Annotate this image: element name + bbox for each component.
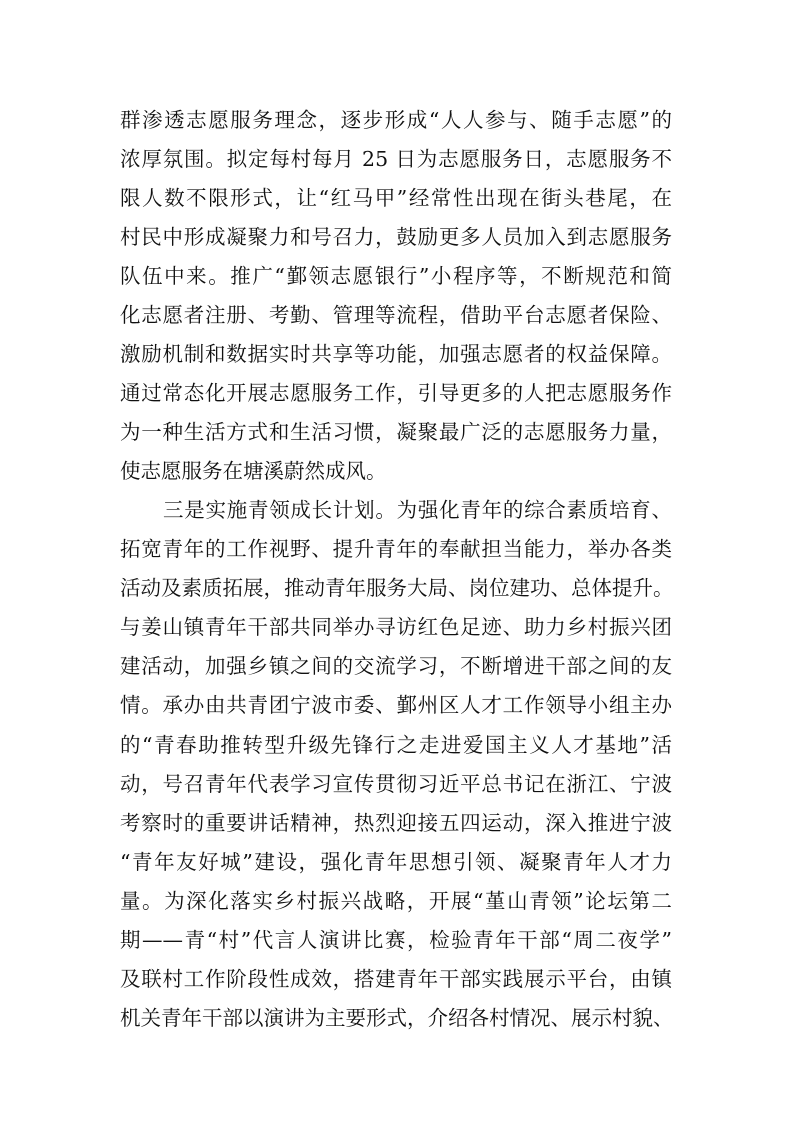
text-line: 拓宽青年的工作视野、提升青年的奉献担当能力，举办各类: [120, 537, 672, 562]
text-line: 使志愿服务在塘溪蔚然成风。: [120, 459, 387, 484]
text-line: 与姜山镇青年干部共同举办寻访红色足迹、助力乡村振兴团: [120, 615, 672, 640]
text-line: 限人数不限形式，让“红马甲”经常性出现在街头巷尾，在: [120, 186, 672, 211]
text-line: 活动及素质拓展，推动青年服务大局、岗位建功、总体提升。: [120, 576, 674, 601]
text-line: 量。为深化落实乡村振兴战略，开展“堇山青领”论坛第二: [120, 888, 672, 913]
text-line: 动，号召青年代表学习宣传贯彻习近平总书记在浙江、宁波: [120, 771, 672, 796]
paragraph-youth-growth-plan: [120, 491, 672, 1037]
paragraph-heading: 三是实施青领成长计划。: [163, 498, 397, 523]
text-line: 考察时的重要讲话精神，热烈迎接五四运动，深入推进宁波: [120, 810, 672, 835]
text-line: 化志愿者注册、考勤、管理等流程，借助平台志愿者保险、: [120, 303, 672, 328]
text-line: 浓厚氛围。拟定每村每月 25 日为志愿服务日，志愿服务不: [120, 147, 672, 172]
document-page: [120, 101, 672, 1038]
text-line: 期——青“村”代言人演讲比赛，检验青年干部“周二夜学”: [120, 927, 672, 952]
text-line: 及联村工作阶段性成效，搭建青年干部实践展示平台，由镇: [120, 966, 672, 991]
text-line: 机关青年干部以演讲为主要形式，介绍各村情况、展示村貌、: [120, 1005, 674, 1030]
text-line: 的“青春助推转型升级先锋行之走进爱国主义人才基地”活: [120, 732, 672, 757]
text-line: “青年友好城”建设，强化青年思想引领、凝聚青年人才力: [120, 849, 672, 874]
text-line: 为一种生活方式和生活习惯，凝聚最广泛的志愿服务力量，: [120, 420, 672, 445]
text-line: 队伍中来。推广“鄞领志愿银行”小程序等，不断规范和简: [120, 264, 672, 289]
text-line: 建活动，加强乡镇之间的交流学习，不断增进干部之间的友: [120, 654, 672, 679]
paragraph-volunteer-service: [120, 101, 672, 491]
text-span: 为强化青年的综合素质培育、: [396, 498, 673, 523]
text-line: 情。承办由共青团宁波市委、鄞州区人才工作领导小组主办: [120, 693, 672, 718]
text-line: 村民中形成凝聚力和号召力，鼓励更多人员加入到志愿服务: [120, 225, 672, 250]
text-line: 通过常态化开展志愿服务工作，引导更多的人把志愿服务作: [120, 381, 672, 406]
text-line: [120, 491, 672, 530]
text-line: 激励机制和数据实时共享等功能，加强志愿者的权益保障。: [120, 342, 672, 367]
text-line: 群渗透志愿服务理念，逐步形成“人人参与、随手志愿”的: [120, 108, 672, 132]
